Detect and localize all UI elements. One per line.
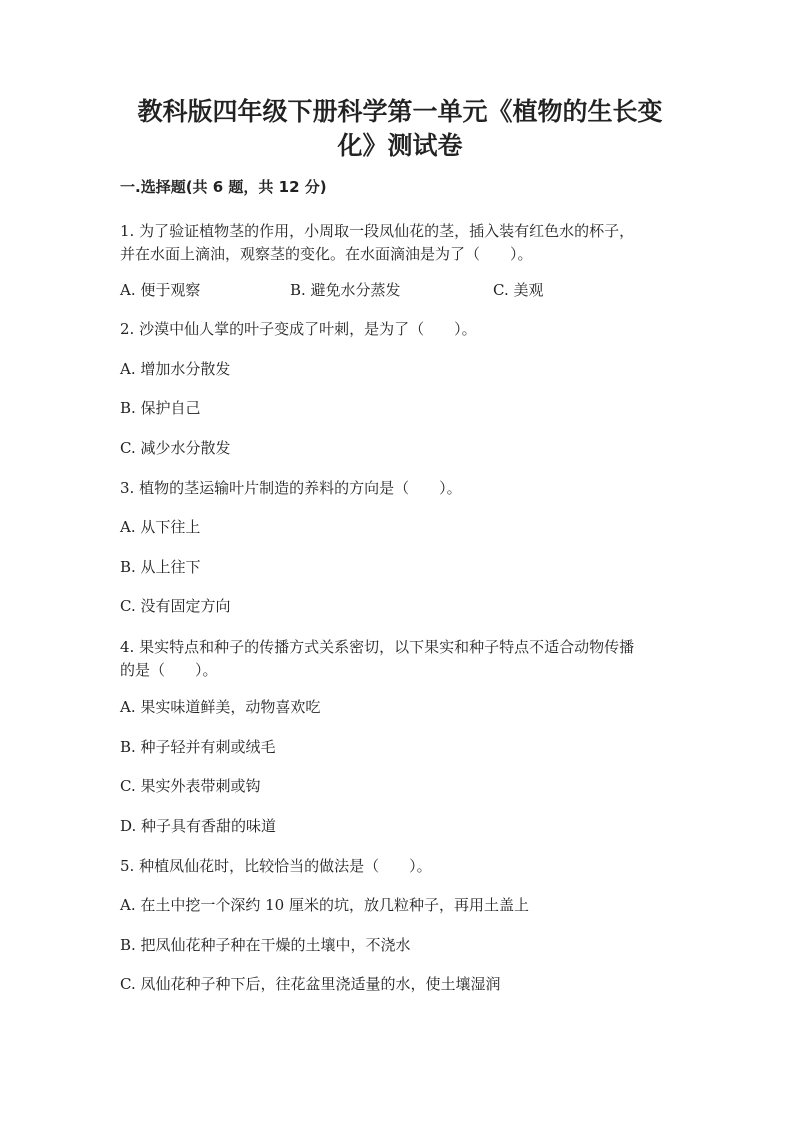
question-4-stem-line-2: 的是（ ）。 (120, 661, 218, 679)
question-1-stem-line-1: 1. 为了验证植物茎的作用，小周取一段凤仙花的茎，插入装有红色水的杯子， (120, 222, 635, 240)
question-3-option-a: A. 从下往上 (120, 518, 201, 536)
question-1-option-c: C. 美观 (493, 281, 544, 299)
question-3-stem: 3. 植物的茎运输叶片制造的养料的方向是（ ）。 (120, 479, 462, 497)
question-4-option-c: C. 果实外表带刺或钩 (120, 777, 261, 795)
question-1-option-a: A. 便于观察 (120, 281, 201, 299)
question-5-stem: 5. 种植凤仙花时，比较恰当的做法是（ ）。 (120, 857, 432, 875)
question-3-option-b: B. 从上往下 (120, 558, 201, 576)
exam-title-line-2: 化》测试卷 (337, 131, 463, 160)
question-5-option-a: A. 在土中挖一个深约 10 厘米的坑，放几粒种子，再用土盖上 (120, 896, 529, 914)
exam-title-line-1: 教科版四年级下册科学第一单元《植物的生长变 (137, 97, 663, 126)
question-1-option-b: B. 避免水分蒸发 (290, 281, 401, 299)
question-2-option-b: B. 保护自己 (120, 399, 201, 417)
question-3-option-c: C. 没有固定方向 (120, 597, 231, 615)
question-2-option-a: A. 增加水分散发 (120, 360, 231, 378)
question-1-stem-line-2: 并在水面上滴油，观察茎的变化。在水面滴油是为了（ ）。 (120, 245, 533, 263)
question-4-option-b: B. 种子轻并有刺或绒毛 (120, 738, 276, 756)
question-5-option-b: B. 把凤仙花种子种在干燥的土壤中，不浇水 (120, 936, 411, 954)
question-4-option-a: A. 果实味道鲜美，动物喜欢吃 (120, 698, 321, 716)
question-2-stem: 2. 沙漠中仙人掌的叶子变成了叶刺，是为了（ ）。 (120, 320, 477, 338)
question-2-option-c: C. 减少水分散发 (120, 439, 231, 457)
question-5-option-c: C. 凤仙花种子种下后，往花盆里浇适量的水，使土壤湿润 (120, 975, 501, 993)
question-4-stem-line-1: 4. 果实特点和种子的传播方式关系密切，以下果实和种子特点不适合动物传播 (120, 638, 635, 656)
section-heading: 一.选择题(共 6 题，共 12 分) (120, 178, 327, 196)
question-4-option-d: D. 种子具有香甜的味道 (120, 817, 277, 835)
